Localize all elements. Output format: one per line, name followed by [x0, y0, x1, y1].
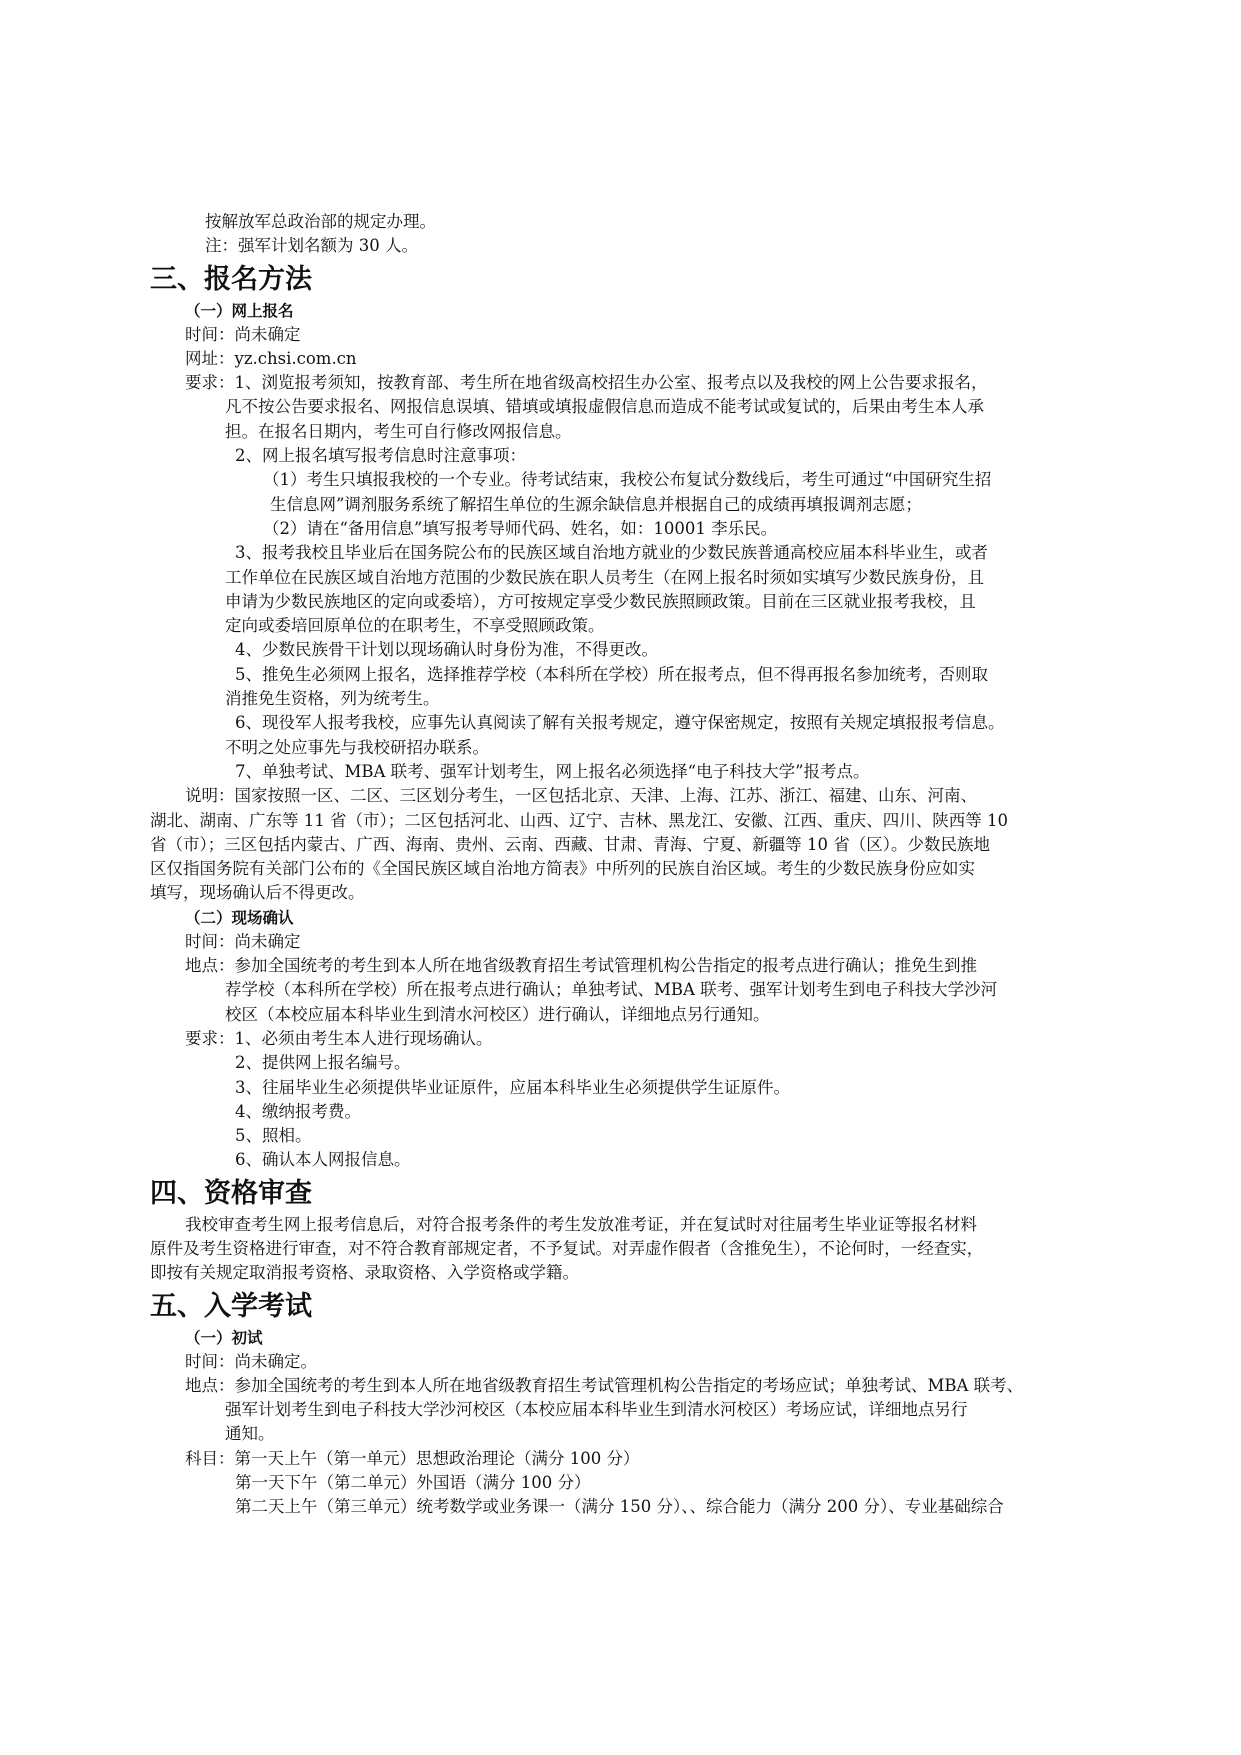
section-heading-3: 三、报名方法 [150, 263, 312, 295]
text-line: 湖北、湖南、广东等 11 省（市）；二区包括河北、山西、辽宁、吉林、黑龙江、安徽、江西、重庆、四川、陕西等 10 [150, 810, 1008, 830]
subsection-heading: （一）网上报名 [185, 301, 294, 320]
text-line: 3、报考我校且毕业后在国务院公布的民族区域自治地方就业的少数民族普通高校应届本科毕业生，或者 [235, 543, 988, 563]
subsection-heading: （一）初试 [185, 1328, 263, 1347]
text-line: 通知。 [225, 1424, 275, 1444]
section-heading-5: 五、入学考试 [150, 1290, 312, 1322]
text-line: 4、缴纳报考费。 [235, 1101, 361, 1121]
text-line: 地点：参加全国统考的考生到本人所在地省级教育招生考试管理机构公告指定的报考点进行确认；推免生到推 [185, 956, 977, 976]
text-line: 校区（本校应届本科毕业生到清水河校区）进行确认，详细地点另行通知。 [225, 1004, 770, 1024]
text-line: 申请为少数民族地区的定向或委培），方可按规定享受少数民族照顾政策。目前在三区就业报考我校，且 [225, 591, 976, 611]
text-line: 消推免生资格，列为统考生。 [225, 689, 440, 709]
text-line: 网址：yz.chsi.com.cn [185, 348, 357, 368]
text-line: （1）考生只填报我校的一个专业。待考试结束，我校公布复试分数线后，考生可通过“中国研究生招 [263, 470, 992, 490]
text-line: 说明：国家按照一区、二区、三区划分考生，一区包括北京、天津、上海、江苏、浙江、福建、山东、河南、 [185, 786, 977, 806]
text-line: 工作单位在民族区域自治地方范围的少数民族在职人员考生（在网上报名时须如实填写少数民族身份，且 [225, 567, 984, 587]
text-line: 强军计划考生到电子科技大学沙河校区（本校应届本科毕业生到清水河校区）考场应试，详细地点另行 [225, 1400, 968, 1420]
text-line: 区仅指国务院有关部门公布的《全国民族区域自治地方简表》中所列的民族自治区域。考生的少数民族身份应如实 [150, 859, 975, 879]
text-line: 不明之处应事先与我校研招办联系。 [225, 737, 489, 757]
text-line: 第二天上午（第三单元）统考数学或业务课一（满分 150 分）、、综合能力（满分 200 分）、专业基础综合 [235, 1497, 1004, 1517]
text-line: 时间：尚未确定 [185, 931, 301, 951]
text-line: 凡不按公告要求报名、网报信息误填、错填或填报虚假信息而造成不能考试或复试的，后果由考生本人承 [225, 397, 984, 417]
document-page [150, 210, 1100, 1520]
text-line: 7、单独考试、MBA 联考、强军计划考生，网上报名必须选择“电子科技大学”报考点。 [235, 761, 870, 781]
text-line: 2、提供网上报名编号。 [235, 1053, 411, 1073]
text-line: 担。在报名日期内，考生可自行修改网报信息。 [225, 421, 572, 441]
text-line: 省（市）；三区包括内蒙古、广西、海南、贵州、云南、西藏、甘肃、青海、宁夏、新疆等 10 省（区）。少数民族地 [150, 834, 990, 854]
text-line: 原件及考生资格进行审查，对不符合教育部规定者，不予复试。对弄虚作假者（含推免生），不论何时，一经查实， [150, 1238, 984, 1258]
text-line: 2、网上报名填写报考信息时注意事项： [235, 446, 526, 466]
text-line: 我校审查考生网上报考信息后，对符合报考条件的考生发放准考证，并在复试时对往届考生毕业证等报名材料 [185, 1214, 977, 1234]
subsection-heading: （二）现场确认 [185, 908, 294, 927]
text-line: 第一天下午（第二单元）外国语（满分 100 分） [235, 1473, 591, 1493]
text-line: 生信息网”调剂服务系统了解招生单位的生源余缺信息并根据自己的成绩再填报调剂志愿； [270, 494, 922, 514]
text-line: 注：强军计划名额为 30 人。 [205, 236, 418, 256]
text-line: 按解放军总政治部的规定办理。 [205, 212, 436, 231]
text-line: 定向或委培回原单位的在职考生，不享受照顾政策。 [225, 616, 605, 636]
text-line: 科目：第一天上午（第一单元）思想政治理论（满分 100 分） [185, 1448, 640, 1468]
text-line: 填写，现场确认后不得更改。 [150, 883, 365, 903]
section-heading-4: 四、资格审查 [150, 1177, 312, 1209]
text-line: 5、推免生必须网上报名，选择推荐学校（本科所在学校）所在报考点，但不得再报名参加统考，否则取 [235, 664, 988, 684]
text-line: 要求：1、必须由考生本人进行现场确认。 [185, 1028, 493, 1048]
text-line: 时间：尚未确定。 [185, 1351, 317, 1371]
text-line: 3、往届毕业生必须提供毕业证原件，应届本科毕业生必须提供学生证原件。 [235, 1077, 790, 1097]
text-line: 要求：1、浏览报考须知，按教育部、考生所在地省级高校招生办公室、报考点以及我校的网上公告要求报名， [185, 373, 988, 393]
text-line: 6、确认本人网报信息。 [235, 1150, 411, 1170]
text-line: 时间：尚未确定 [185, 324, 301, 344]
text-line: 4、少数民族骨干计划以现场确认时身份为准，不得更改。 [235, 640, 658, 660]
text-line: 5、照相。 [235, 1126, 312, 1146]
text-line: 6、现役军人报考我校，应事先认真阅读了解有关报考规定，遵守保密规定，按照有关规定填报报考信息。 [235, 713, 1005, 733]
text-line: 地点：参加全国统考的考生到本人所在地省级教育招生考试管理机构公告指定的考场应试；单独考试、MBA 联考、 [185, 1375, 1024, 1395]
text-line: 即按有关规定取消报考资格、录取资格、入学资格或学籍。 [150, 1263, 579, 1283]
text-line: 荐学校（本科所在学校）所在报考点进行确认；单独考试、MBA 联考、强军计划考生到电子科技大学沙河 [225, 980, 998, 1000]
text-line: （2）请在“备用信息”填写报考导师代码、姓名，如：10001 李乐民。 [263, 518, 778, 538]
